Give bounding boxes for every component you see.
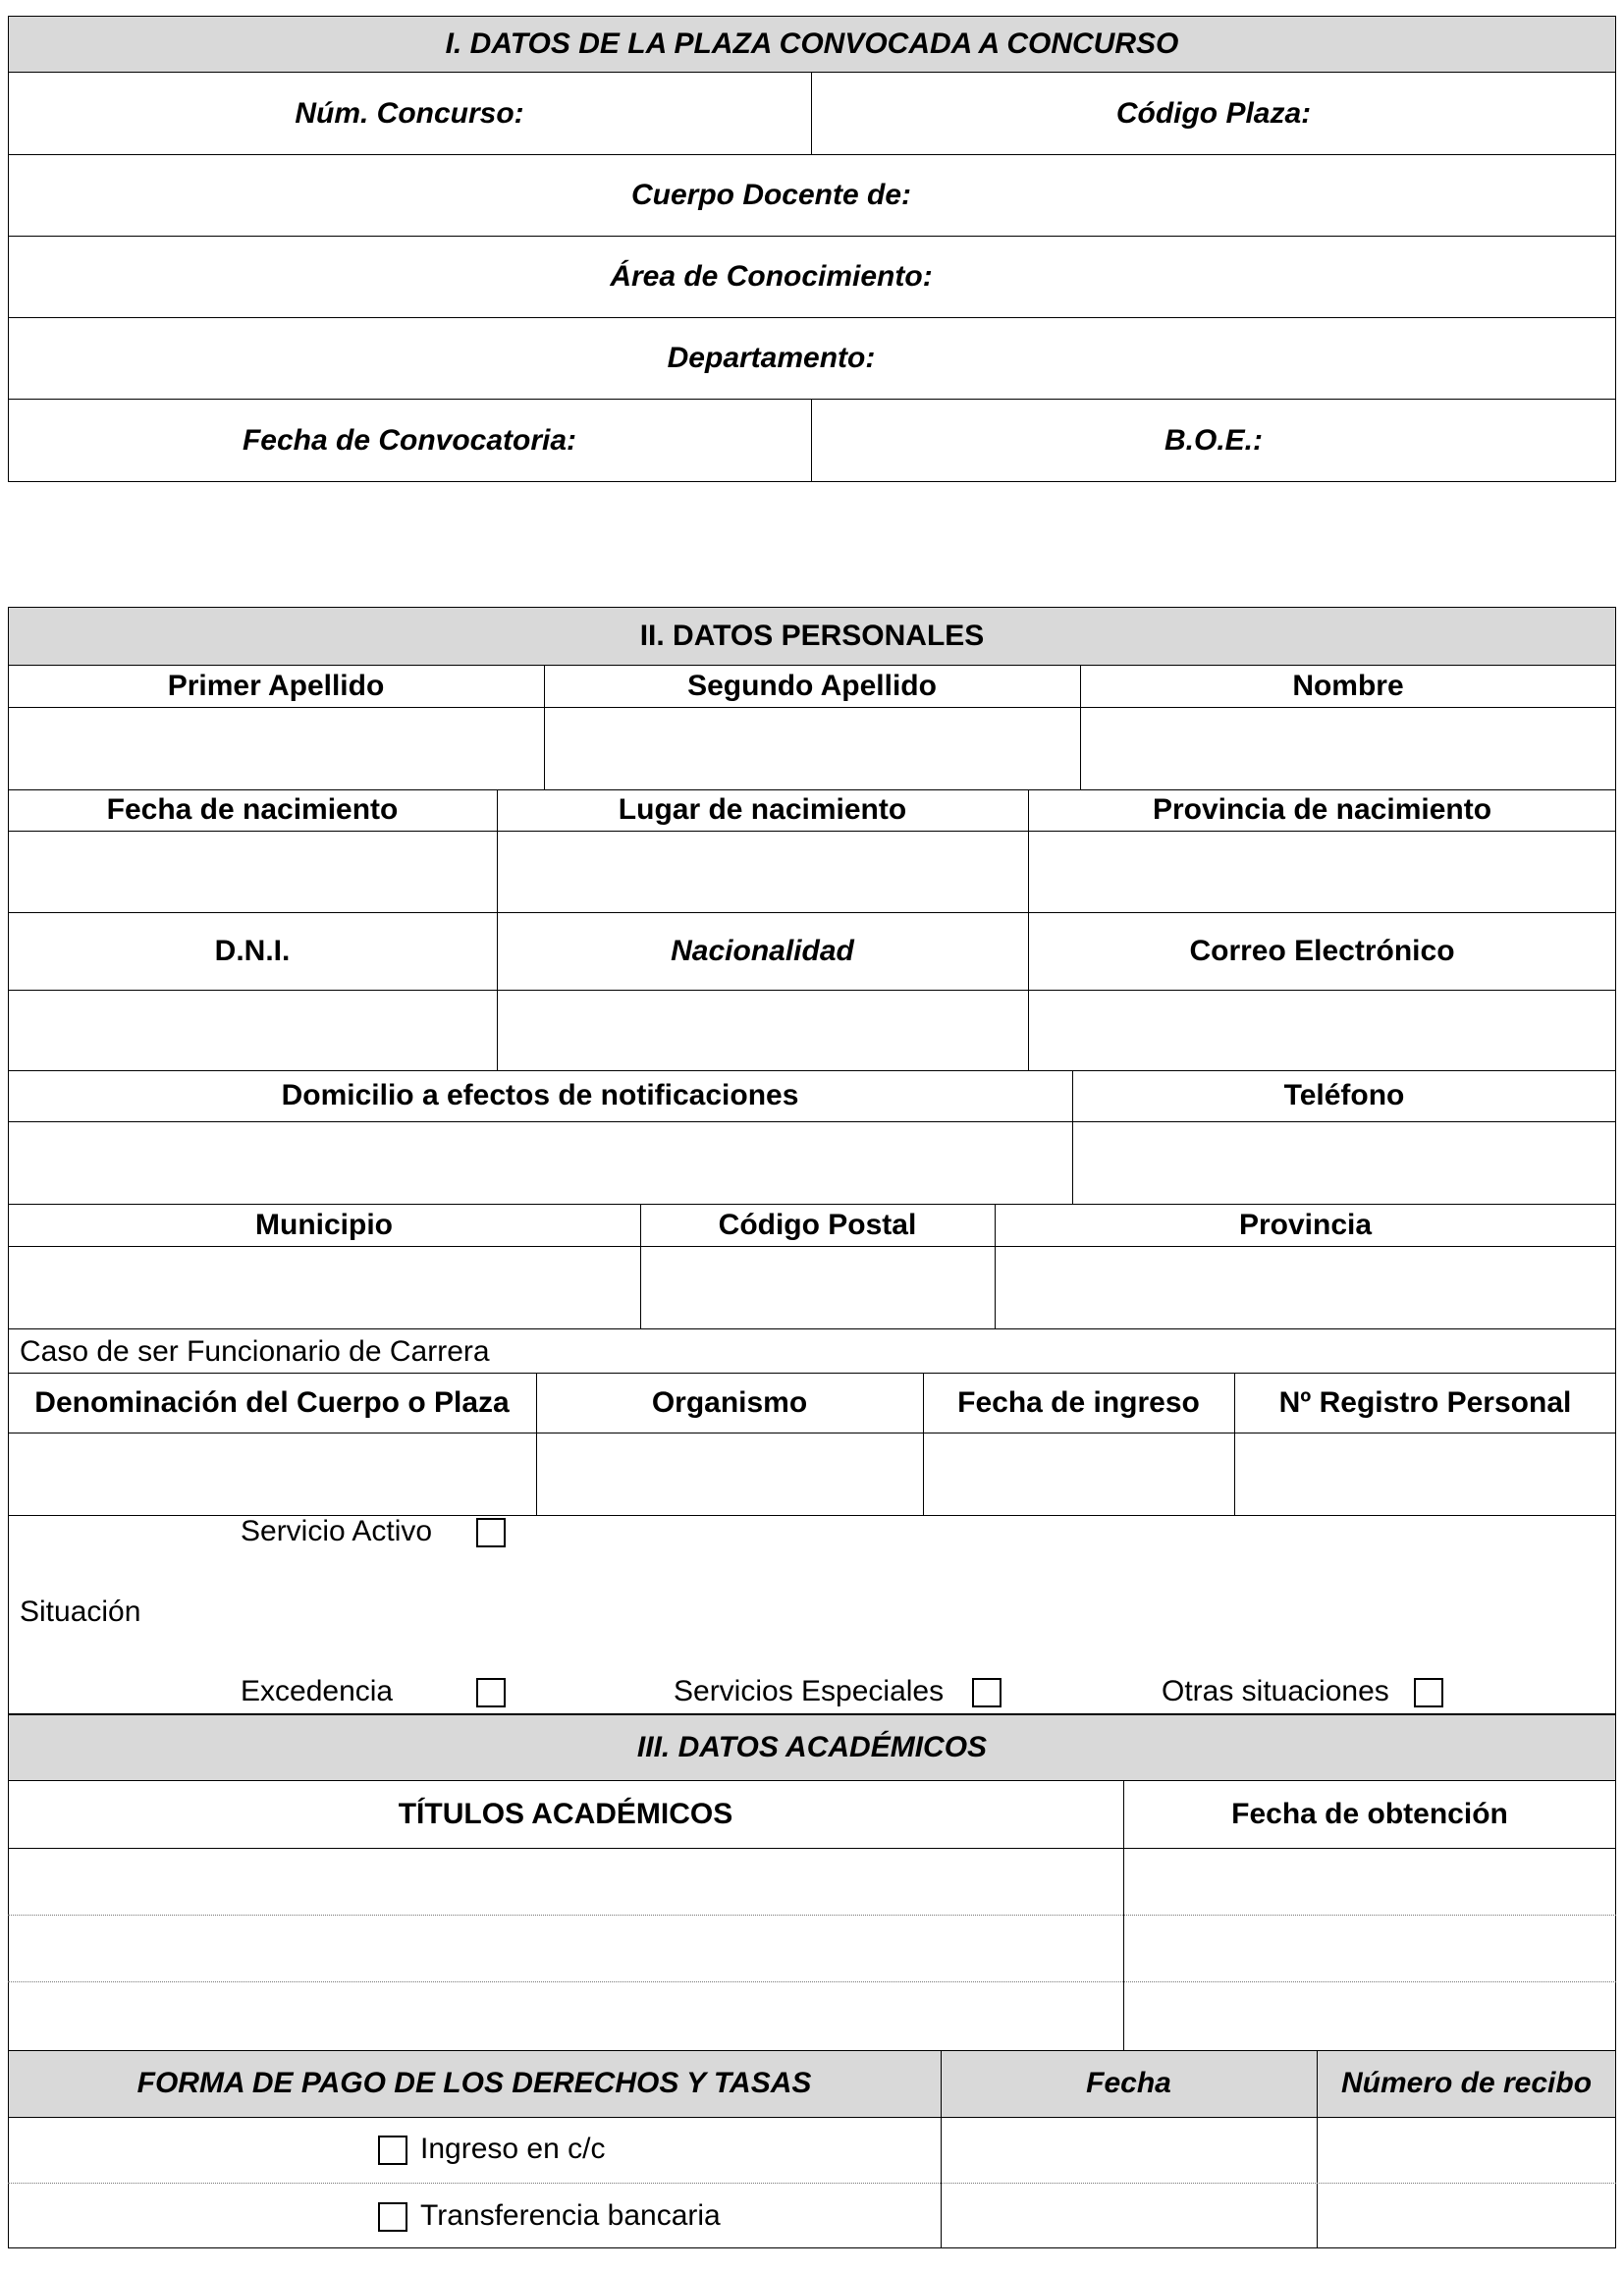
ingreso-fecha-input[interactable] — [941, 2117, 1317, 2183]
dni-input[interactable] — [8, 990, 497, 1070]
denominacion-input[interactable] — [8, 1433, 536, 1515]
situacion-label: Situación — [20, 1596, 141, 1628]
municipio-label: Municipio — [255, 1208, 393, 1241]
fecha-nacimiento-label: Fecha de nacimiento — [106, 793, 399, 826]
primer-apellido-label: Primer Apellido — [167, 669, 385, 702]
section-plaza-title: I. DATOS DE LA PLAZA CONVOCADA A CONCURSO — [9, 17, 1615, 73]
correo-input[interactable] — [1028, 990, 1616, 1070]
registro-personal-label: Nº Registro Personal — [1278, 1385, 1572, 1419]
fecha-pago-label: Fecha — [1086, 2067, 1171, 2099]
segundo-apellido-input[interactable] — [544, 707, 1080, 789]
transferencia-fecha-input[interactable] — [941, 2183, 1317, 2248]
transferencia-recibo-input[interactable] — [1317, 2183, 1616, 2248]
num-concurso-field[interactable]: Núm. Concurso: — [295, 96, 524, 130]
titulo-row-2-input[interactable] — [8, 1915, 1123, 1981]
lugar-nacimiento-label: Lugar de nacimiento — [618, 793, 907, 826]
lugar-nacimiento-input[interactable] — [497, 831, 1028, 912]
primer-apellido-input[interactable] — [8, 707, 544, 789]
codigo-postal-input[interactable] — [640, 1246, 995, 1328]
ingreso-label: Ingreso en c/c — [420, 2133, 606, 2165]
boe-field[interactable]: B.O.E.: — [1164, 423, 1263, 457]
section-personales-title: II. DATOS PERSONALES — [9, 608, 1615, 666]
nacionalidad-label: Nacionalidad — [671, 934, 854, 967]
nombre-label: Nombre — [1292, 669, 1404, 702]
transferencia-checkbox[interactable] — [378, 2202, 407, 2232]
ingreso-checkbox[interactable] — [378, 2136, 407, 2165]
fecha-obtencion-row-2-input[interactable] — [1123, 1915, 1616, 1981]
departamento-field[interactable]: Departamento: — [667, 341, 876, 374]
servicios-especiales-label: Servicios Especiales — [674, 1675, 945, 1707]
numero-recibo-label: Número de recibo — [1340, 2067, 1593, 2099]
fecha-nacimiento-input[interactable] — [8, 831, 497, 912]
excedencia-label: Excedencia — [241, 1675, 394, 1707]
fecha-obtencion-row-1-input[interactable] — [1123, 1848, 1616, 1915]
correo-label: Correo Electrónico — [1189, 934, 1455, 967]
section-academicos-title: III. DATOS ACADÉMICOS — [9, 1715, 1615, 1781]
fecha-ingreso-label: Fecha de ingreso — [957, 1385, 1200, 1419]
area-conocimiento-field[interactable]: Área de Conocimiento: — [610, 259, 933, 293]
provincia-nacimiento-label: Provincia de nacimiento — [1152, 793, 1492, 826]
titulo-row-3-input[interactable] — [8, 1981, 1123, 2050]
nacionalidad-input[interactable] — [497, 990, 1028, 1070]
provincia-label: Provincia — [1238, 1208, 1373, 1241]
servicio-activo-checkbox[interactable] — [476, 1518, 506, 1547]
servicio-activo-label: Servicio Activo — [241, 1515, 433, 1547]
organismo-label: Organismo — [651, 1385, 808, 1419]
codigo-plaza-field[interactable]: Código Plaza: — [1115, 96, 1312, 130]
telefono-label: Teléfono — [1283, 1079, 1405, 1111]
titulos-academicos-label: TÍTULOS ACADÉMICOS — [398, 1797, 733, 1830]
transferencia-label: Transferencia bancaria — [420, 2199, 721, 2232]
codigo-postal-label: Código Postal — [718, 1208, 917, 1241]
dni-label: D.N.I. — [214, 934, 291, 967]
cuerpo-docente-field[interactable]: Cuerpo Docente de: — [630, 178, 912, 211]
otras-situaciones-checkbox[interactable] — [1414, 1678, 1443, 1707]
telefono-input[interactable] — [1072, 1121, 1616, 1204]
funcionario-note: Caso de ser Funcionario de Carrera — [20, 1335, 490, 1368]
titulo-row-1-input[interactable] — [8, 1848, 1123, 1915]
domicilio-input[interactable] — [8, 1121, 1072, 1204]
fecha-obtencion-label: Fecha de obtención — [1231, 1797, 1508, 1830]
fecha-ingreso-input[interactable] — [923, 1433, 1234, 1515]
denominacion-label: Denominación del Cuerpo o Plaza — [34, 1385, 510, 1419]
provincia-nacimiento-input[interactable] — [1028, 831, 1616, 912]
fecha-obtencion-row-3-input[interactable] — [1123, 1981, 1616, 2050]
domicilio-label: Domicilio a efectos de notificaciones — [281, 1079, 799, 1111]
fecha-convocatoria-field[interactable]: Fecha de Convocatoria: — [242, 423, 577, 457]
otras-situaciones-label: Otras situaciones — [1162, 1675, 1389, 1707]
segundo-apellido-label: Segundo Apellido — [687, 669, 937, 702]
municipio-input[interactable] — [8, 1246, 640, 1328]
registro-personal-input[interactable] — [1234, 1433, 1616, 1515]
excedencia-checkbox[interactable] — [476, 1678, 506, 1707]
nombre-input[interactable] — [1080, 707, 1616, 789]
organismo-input[interactable] — [536, 1433, 923, 1515]
forma-pago-label: FORMA DE PAGO DE LOS DERECHOS Y TASAS — [136, 2067, 812, 2099]
ingreso-recibo-input[interactable] — [1317, 2117, 1616, 2183]
servicios-especiales-checkbox[interactable] — [972, 1678, 1001, 1707]
provincia-input[interactable] — [995, 1246, 1616, 1328]
